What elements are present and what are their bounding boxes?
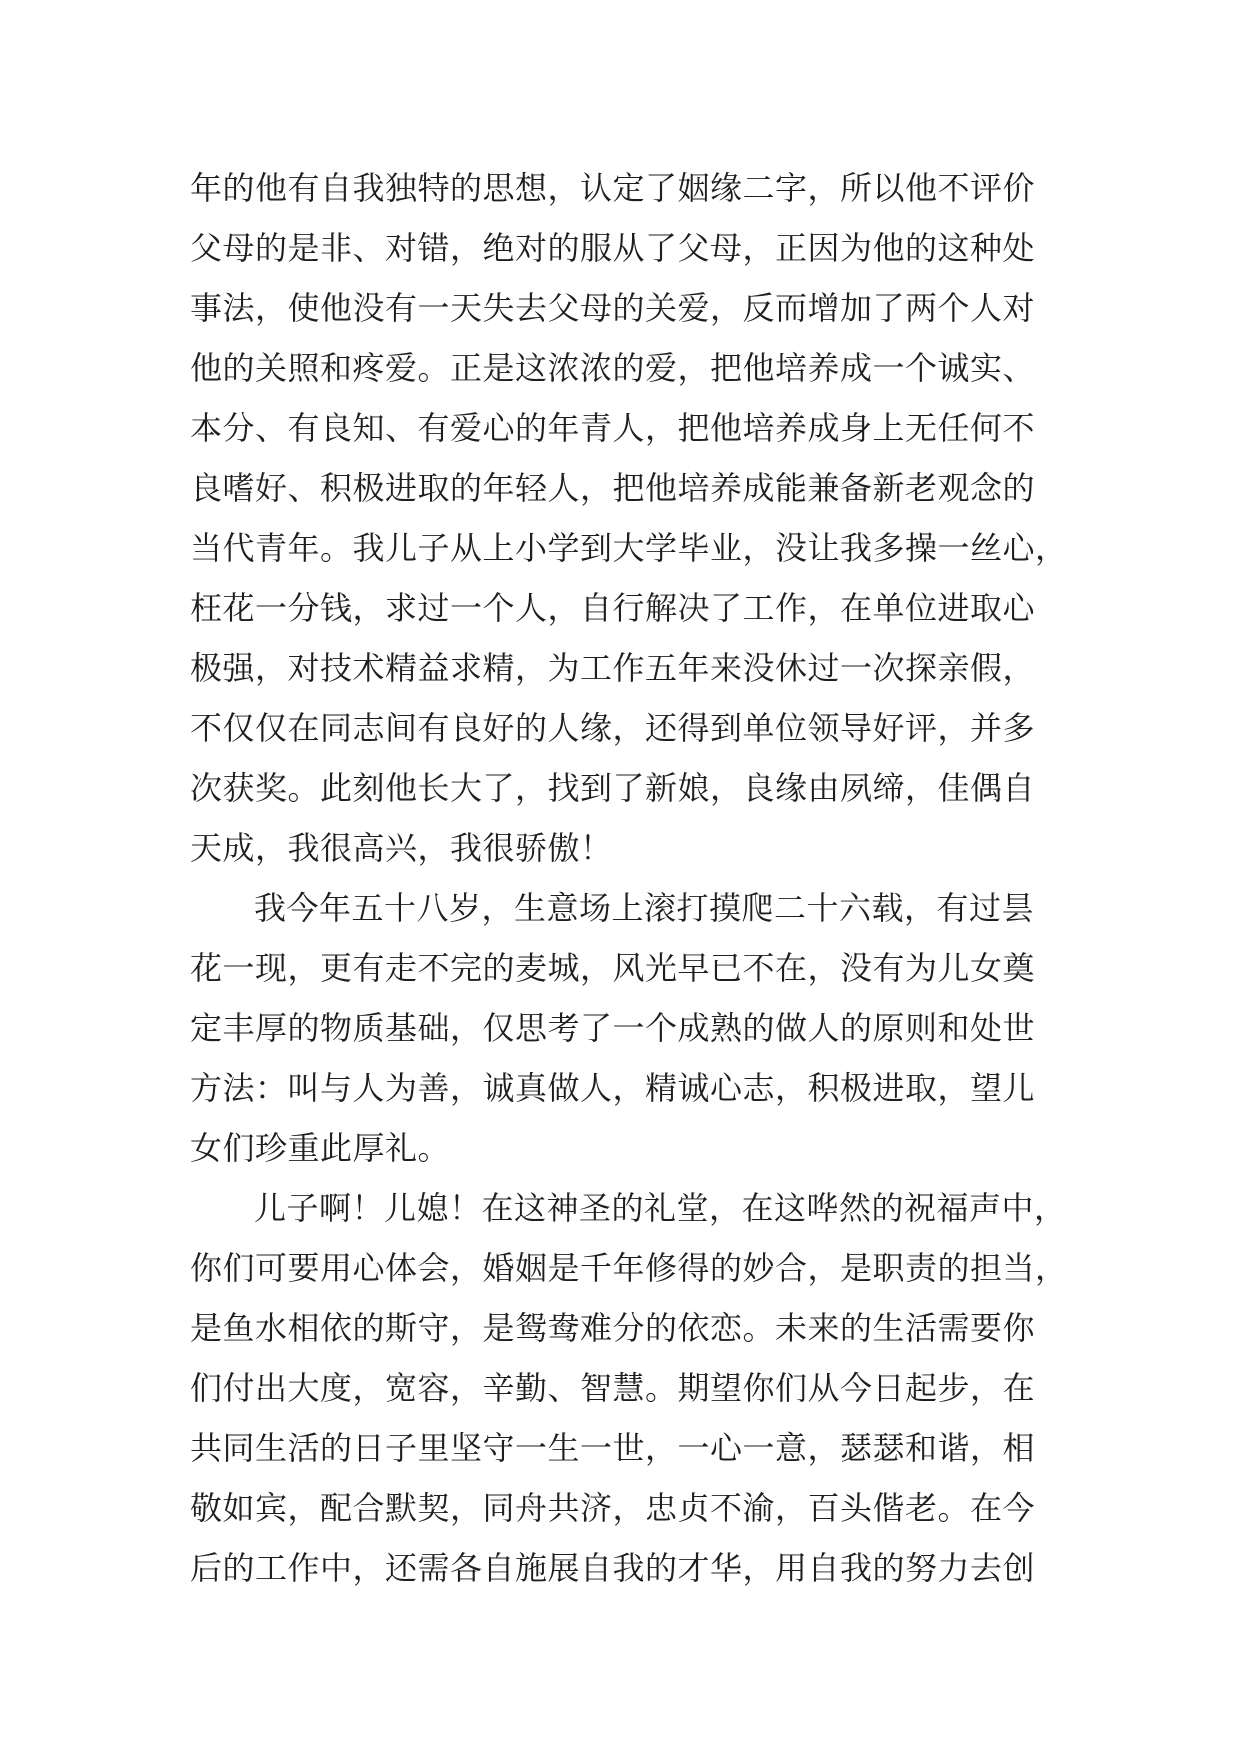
text-line: 敬如宾，配合默契，同舟共济，忠贞不渝，百头偕老。在今 bbox=[190, 1489, 1036, 1527]
text-line: 父母的是非、对错，绝对的服从了父母，正因为他的这种处 bbox=[190, 229, 1036, 267]
text-line: 女们珍重此厚礼。 bbox=[190, 1129, 451, 1167]
paragraph-start-line: 我今年五十八岁，生意场上滚打摸爬二十六载，有过昙 bbox=[254, 889, 1035, 927]
text-line: 良嗜好、积极进取的年轻人，把他培养成能兼备新老观念的 bbox=[190, 469, 1036, 507]
text-line: 本分、有良知、有爱心的年青人，把他培养成身上无任何不 bbox=[190, 409, 1036, 447]
text-line: 年的他有自我独特的思想，认定了姻缘二字，所以他不评价 bbox=[190, 169, 1036, 207]
text-line: 枉花一分钱，求过一个人，自行解决了工作，在单位进取心 bbox=[190, 589, 1036, 627]
text-line: 事法，使他没有一天失去父母的关爱，反而增加了两个人对 bbox=[190, 289, 1036, 327]
paragraph-start-line: 儿子啊！儿媳！在这神圣的礼堂，在这哗然的祝福声中， bbox=[254, 1189, 1067, 1227]
text-line: 你们可要用心体会，婚姻是千年修得的妙合，是职责的担当， bbox=[190, 1249, 1068, 1287]
text-line: 不仅仅在同志间有良好的人缘，还得到单位领导好评，并多 bbox=[190, 709, 1036, 747]
text-line: 后的工作中，还需各自施展自我的才华，用自我的努力去创 bbox=[190, 1549, 1036, 1587]
text-line: 定丰厚的物质基础，仅思考了一个成熟的做人的原则和处世 bbox=[190, 1009, 1036, 1047]
text-line: 次获奖。此刻他长大了，找到了新娘，良缘由夙缔，佳偶自 bbox=[190, 769, 1036, 807]
text-line: 当代青年。我儿子从上小学到大学毕业，没让我多操一丝心， bbox=[190, 529, 1068, 567]
text-line: 共同生活的日子里坚守一生一世，一心一意，瑟瑟和谐，相 bbox=[190, 1429, 1036, 1467]
text-line: 他的关照和疼爱。正是这浓浓的爱，把他培养成一个诚实、 bbox=[190, 349, 1036, 387]
text-line: 方法：叫与人为善，诚真做人，精诚心志，积极进取，望儿 bbox=[190, 1069, 1036, 1107]
text-line: 们付出大度，宽容，辛勤、智慧。期望你们从今日起步，在 bbox=[190, 1369, 1036, 1407]
document-body bbox=[190, 158, 1070, 1598]
text-line: 是鱼水相依的斯守，是鸳鸯难分的依恋。未来的生活需要你 bbox=[190, 1309, 1036, 1347]
text-line: 天成，我很高兴，我很骄傲！ bbox=[190, 829, 613, 867]
text-line: 花一现，更有走不完的麦城，风光早已不在，没有为儿女奠 bbox=[190, 949, 1036, 987]
text-line: 极强，对技术精益求精，为工作五年来没休过一次探亲假， bbox=[190, 649, 1036, 687]
